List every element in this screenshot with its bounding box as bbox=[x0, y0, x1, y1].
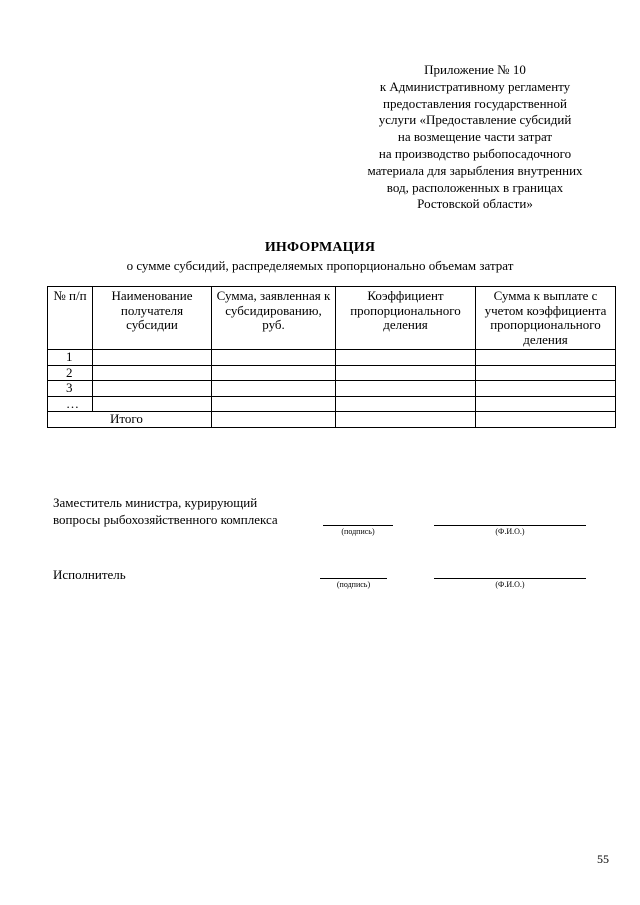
header-coefficient: Коэффициент пропорционального деления bbox=[336, 287, 476, 350]
executor-signature-caption: (подпись) bbox=[336, 580, 371, 589]
table-cell bbox=[476, 396, 616, 412]
document-title: ИНФОРМАЦИЯ bbox=[264, 240, 376, 255]
deputy-name-caption: (Ф.И.О.) bbox=[495, 527, 525, 536]
table-cell bbox=[476, 381, 616, 397]
executor-label: Исполнитель bbox=[53, 567, 126, 582]
table-cell bbox=[336, 381, 476, 397]
executor-name-line bbox=[434, 578, 586, 579]
header-claimed-amount: Сумма, заявленная к субсидированию, руб. bbox=[212, 287, 336, 350]
appendix-line: на возмещение части затрат bbox=[397, 129, 553, 145]
appendix-line: на производство рыбопосадочного bbox=[378, 145, 572, 161]
table-cell bbox=[212, 396, 336, 412]
appendix-header bbox=[340, 62, 610, 213]
header-recipient: Наименование получателя субсидии bbox=[93, 287, 212, 350]
document-subtitle: о сумме субсидий, распределяемых пропорционально объемам затрат bbox=[126, 258, 514, 273]
subsidy-table bbox=[47, 286, 616, 428]
table-row bbox=[48, 365, 616, 381]
deputy-signature-line bbox=[323, 525, 393, 526]
appendix-line: предоставления государственной bbox=[383, 95, 567, 111]
row-number: 2 bbox=[48, 365, 93, 381]
table-cell bbox=[336, 412, 476, 428]
table-cell bbox=[476, 350, 616, 366]
deputy-title-line1: Заместитель министра, курирующий bbox=[53, 495, 258, 510]
table-cell bbox=[93, 381, 212, 397]
deputy-name-line bbox=[434, 525, 586, 526]
total-label: Итого bbox=[48, 412, 212, 428]
header-payout-amount: Сумма к выплате с учетом коэффициента пропорционального деления bbox=[476, 287, 616, 350]
deputy-title-line2: вопросы рыбохозяйственного комплекса bbox=[53, 512, 278, 527]
table-cell bbox=[93, 396, 212, 412]
header-number: № п/п bbox=[48, 287, 93, 350]
appendix-line: Приложение № 10 bbox=[424, 62, 526, 77]
table-cell bbox=[476, 412, 616, 428]
deputy-signature-block bbox=[53, 494, 278, 528]
table-cell bbox=[212, 412, 336, 428]
table-total-row bbox=[48, 412, 616, 428]
appendix-line: вод, расположенных в границах bbox=[386, 179, 564, 195]
deputy-signature-caption: (подпись) bbox=[341, 527, 375, 536]
table-row bbox=[48, 381, 616, 397]
table-cell bbox=[93, 365, 212, 381]
executor-signature-line bbox=[320, 578, 387, 579]
table-cell bbox=[93, 350, 212, 366]
table-header-row bbox=[48, 287, 616, 350]
appendix-line: Ростовской области» bbox=[417, 196, 533, 212]
executor-name-caption: (Ф.И.О.) bbox=[495, 580, 525, 589]
table-row bbox=[48, 350, 616, 366]
table-cell bbox=[212, 350, 336, 366]
table-cell bbox=[476, 365, 616, 381]
page-number: 55 bbox=[597, 852, 609, 866]
table-cell bbox=[336, 365, 476, 381]
row-number: 3 bbox=[48, 381, 93, 397]
table-cell bbox=[212, 381, 336, 397]
appendix-line: к Административному регламенту bbox=[379, 78, 571, 94]
table-cell bbox=[336, 396, 476, 412]
table-cell bbox=[336, 350, 476, 366]
row-number: … bbox=[48, 396, 93, 412]
table-row bbox=[48, 396, 616, 412]
appendix-line: материала для зарыбления внутренних bbox=[367, 162, 583, 178]
table-cell bbox=[212, 365, 336, 381]
row-number: 1 bbox=[48, 350, 93, 366]
appendix-line: услуги «Предоставление субсидий bbox=[378, 112, 572, 128]
